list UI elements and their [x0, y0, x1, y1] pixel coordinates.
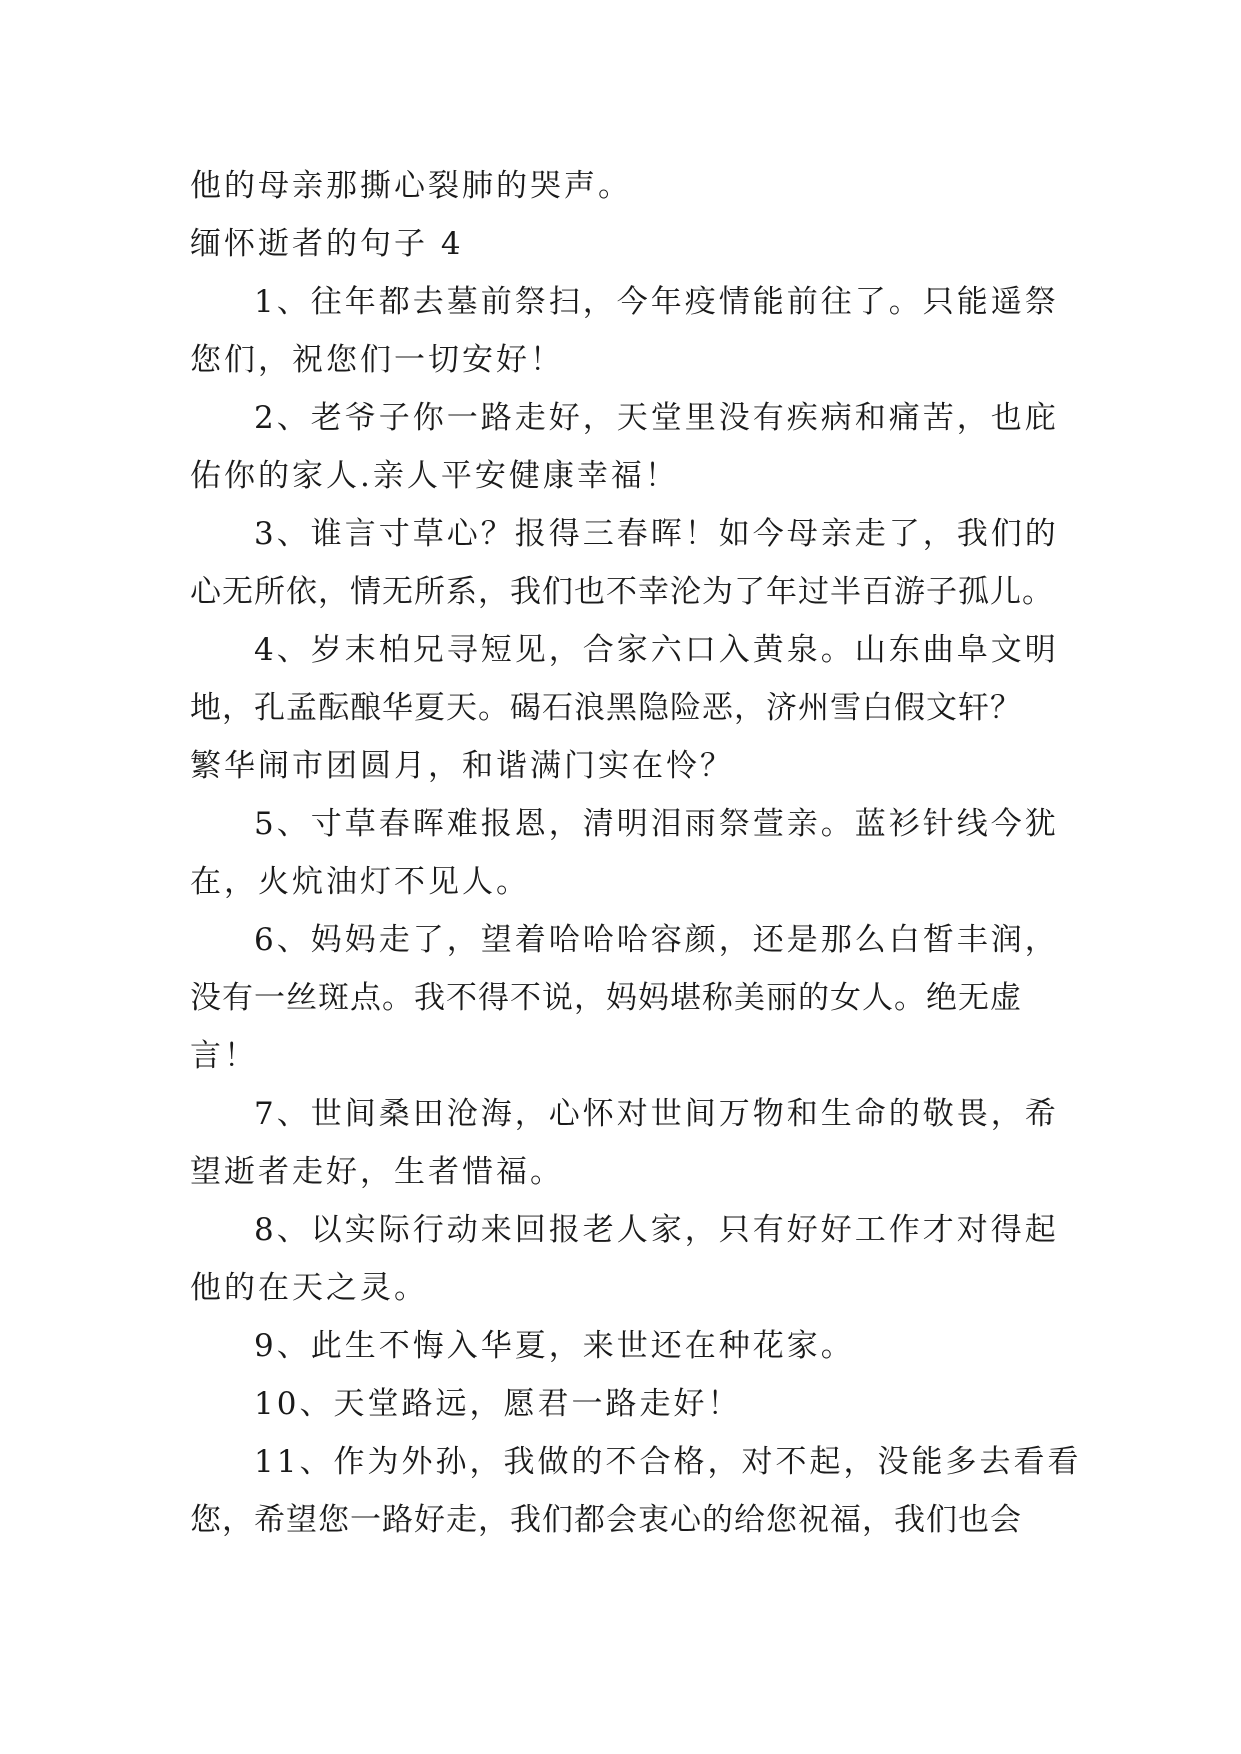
document-body: [190, 157, 1082, 1549]
text-line: 4、岁末柏兄寻短见，合家六口入黄泉。山东曲阜文明: [254, 632, 1059, 668]
text-line: 在，火炕油灯不见人。: [190, 864, 530, 900]
text-line: 佑你的家人.亲人平安健康幸福！: [190, 458, 679, 494]
text-line: 1、往年都去墓前祭扫，今年疫情能前往了。只能遥祭: [254, 284, 1059, 320]
text-line: 2、老爷子你一路走好，天堂里没有疾病和痛苦，也庇: [254, 400, 1059, 436]
text-line: 6、妈妈走了，望着哈哈哈容颜，还是那么白皙丰润，: [254, 922, 1059, 958]
text-line: 5、寸草春晖难报恩，清明泪雨祭萱亲。蓝衫针线今犹: [254, 806, 1059, 842]
text-line: 没有一丝斑点。我不得不说，妈妈堪称美丽的女人。绝无虚: [190, 980, 1022, 1016]
text-line: 您们，祝您们一切安好！: [190, 342, 564, 378]
text-line: 您，希望您一路好走，我们都会衷心的给您祝福，我们也会: [190, 1502, 1022, 1538]
text-line: 繁华闹市团圆月，和谐满门实在怜？: [190, 748, 734, 784]
text-line: 3、谁言寸草心？报得三春晖！如今母亲走了，我们的: [254, 516, 1059, 552]
text-line: 地，孔孟酝酿华夏天。碣石浪黑隐险恶，济州雪白假文轩？: [190, 690, 1022, 726]
text-line: 言！: [190, 1038, 258, 1074]
text-line: 他的在天之灵。: [190, 1270, 428, 1306]
section-heading: 缅怀逝者的句子 4: [190, 226, 464, 262]
text-line: 他的母亲那撕心裂肺的哭声。: [190, 168, 632, 204]
text-line: 11、作为外孙，我做的不合格，对不起，没能多去看看: [254, 1444, 1082, 1480]
text-line: 8、以实际行动来回报老人家，只有好好工作才对得起: [254, 1212, 1059, 1248]
text-line: 7、世间桑田沧海，心怀对世间万物和生命的敬畏，希: [254, 1096, 1059, 1132]
text-line: 10、天堂路远，愿君一路走好！: [254, 1386, 742, 1422]
text-line: 望逝者走好，生者惜福。: [190, 1154, 564, 1190]
text-line: 心无所依，情无所系，我们也不幸沦为了年过半百游子孤儿。: [190, 574, 1054, 610]
text-line: 9、此生不悔入华夏，来世还在种花家。: [254, 1328, 855, 1364]
